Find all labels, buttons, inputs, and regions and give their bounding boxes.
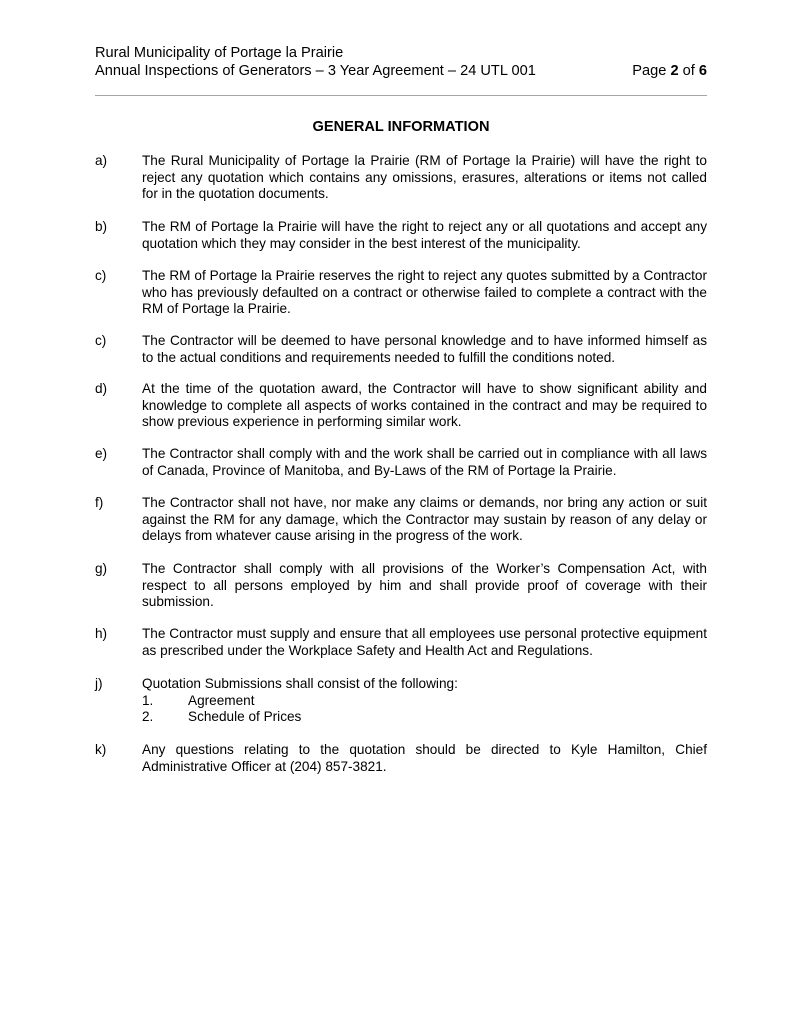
clause-d	[95, 381, 707, 431]
clause-text: The Contractor must supply and ensure that all employees use personal protective equipment as prescribed under the Workplace Safety and Health Act and Regulations.	[142, 626, 707, 658]
header-document-title-row	[95, 62, 707, 80]
header-document-title: Annual Inspections of Generators – 3 Year Agreement – 24 UTL 001	[95, 63, 536, 79]
clause-letter: c)	[95, 268, 107, 283]
list-item-number: 1.	[142, 692, 154, 708]
list-item	[142, 693, 707, 710]
clause-letter: a)	[95, 153, 108, 168]
clause-letter: e)	[95, 446, 108, 461]
clause-c-second	[95, 333, 707, 366]
clause-a	[95, 153, 707, 203]
header-divider	[95, 95, 707, 96]
clause-k	[95, 742, 707, 775]
page-total: 6	[698, 63, 707, 79]
clause-text: The Rural Municipality of Portage la Prairie (RM of Portage la Prairie) will have the right to reject any quotation which contains any omissions, erasures, alterations or items not called for in the quotation documents.	[142, 153, 707, 202]
clause-c-first	[95, 268, 707, 318]
clause-letter: f)	[95, 495, 104, 510]
page-current: 2	[670, 63, 679, 79]
clause-letter: b)	[95, 219, 108, 234]
clause-letter: k)	[95, 742, 107, 757]
clause-text: Quotation Submissions shall consist of the following:	[142, 676, 458, 691]
clause-e	[95, 446, 707, 479]
clause-h	[95, 626, 707, 659]
clause-b	[95, 219, 707, 252]
clause-letter: d)	[95, 381, 108, 396]
clause-letter: c)	[95, 333, 107, 348]
clause-text: The Contractor shall comply with and the work shall be carried out in compliance with all laws of Canada, Province of Manitoba, and By-Laws of the RM of Portage la Prairie.	[142, 446, 707, 478]
clause-letter: g)	[95, 561, 108, 576]
page-word: Page	[632, 63, 667, 79]
submission-list	[142, 693, 707, 726]
section-title: GENERAL INFORMATION	[312, 119, 490, 135]
list-item-text: Schedule of Prices	[188, 709, 302, 725]
clause-f	[95, 495, 707, 545]
clause-j	[95, 676, 707, 726]
clause-g	[95, 561, 707, 611]
clause-letter: h)	[95, 626, 108, 641]
list-item	[142, 709, 707, 726]
clause-letter: j)	[95, 676, 103, 691]
clause-text: The Contractor shall comply with all provisions of the Worker’s Compensation Act, with respect to all persons employed by him and shall provide proof of coverage with their submission.	[142, 561, 707, 610]
clause-text: At the time of the quotation award, the Contractor will have to show significant ability and knowledge to complete all aspects of works contained in the contract and may be required to show previous experience in performing similar work.	[142, 381, 707, 430]
clause-text: The RM of Portage la Prairie will have the right to reject any or all quotations and accept any quotation which they may consider in the best interest of the municipality.	[142, 219, 707, 251]
list-item-text: Agreement	[188, 692, 255, 708]
list-item-number: 2.	[142, 709, 154, 725]
page-number	[632, 62, 707, 80]
clause-text: Any questions relating to the quotation should be directed to Kyle Hamilton, Chief Administrative Officer at (204) 857-3821.	[142, 742, 707, 774]
header-municipality: Rural Municipality of Portage la Prairie	[95, 45, 344, 61]
clause-text: The Contractor shall not have, nor make any claims or demands, nor bring any action or suit against the RM for any damage, which the Contractor may sustain by reason of any delay or delays from whatever cause arising in the progress of the work.	[142, 495, 707, 544]
page-header	[95, 44, 707, 80]
page-of: of	[682, 63, 695, 79]
clause-text: The Contractor will be deemed to have personal knowledge and to have informed himself as to the actual conditions and requirements needed to fulfill the conditions noted.	[142, 333, 707, 365]
clause-text: The RM of Portage la Prairie reserves the right to reject any quotes submitted by a Contractor who has previously defaulted on a contract or otherwise failed to complete a contract with the RM of Portage la Prairie.	[142, 268, 707, 317]
